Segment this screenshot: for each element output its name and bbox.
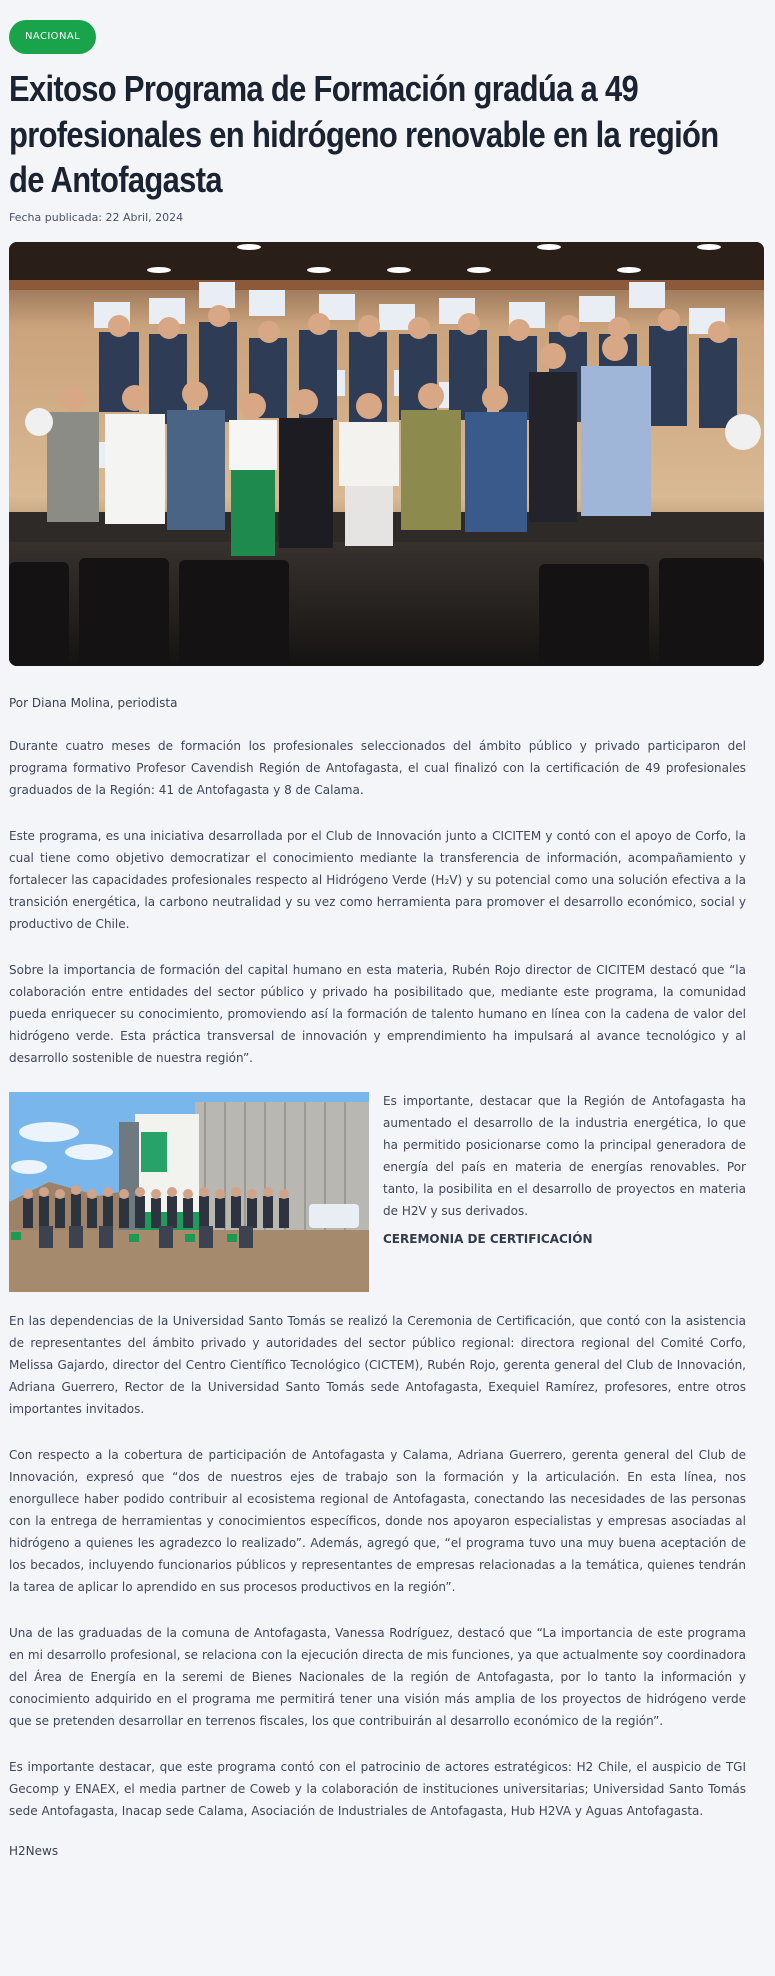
publish-date: Fecha publicada: 22 Abril, 2024	[9, 211, 184, 225]
paragraph: Durante cuatro meses de formación los profesionales seleccionados del ámbito público y privado participaron del programa formativo Profesor Cavendish Región de Antofagasta, el cual finalizó con la certificación de 49 profesionales graduados de la Región: 41 de Antofagasta y 8 de Calama.	[9, 739, 746, 798]
group-photo-outdoor	[9, 1092, 369, 1292]
paragraph: Es importante, destacar que la Región de Antofagasta ha aumentado el desarrollo de la industria energética, lo que ha permitido posicionarse como la principal generadora de energía del país en materia de energías renovables. Por tanto, la posibilita en el desarrollo de proyectos en materia de H2V y sus derivados.	[383, 1094, 746, 1219]
byline: Por Diana Molina, periodista	[9, 696, 178, 711]
photo-text-block	[9, 1090, 746, 1298]
hero-photo-graduates	[9, 242, 764, 666]
category-badge[interactable]: NACIONAL	[9, 20, 96, 54]
paragraph: Este programa, es una iniciativa desarrollada por el Club de Innovación junto a CICITEM y contó con el apoyo de Corfo, la cual tiene como objetivo democratizar el conocimiento mediante la transferencia de información, acompañamiento y fortalecer las capacidades profesionales respecto al Hidrógeno Verde (H₂V) y su potencial como una solución efectiva a la transición energética, la carbono neutralidad y su vez como herramienta para promover el desarrollo económico, social y productivo de Chile.	[9, 829, 746, 932]
article-title: Exitoso Programa de Formación gradúa a 49 profesionales en hidrógeno renovable en la región de Antofagasta	[9, 68, 719, 201]
paragraph: Una de las graduadas de la comuna de Antofagasta, Vanessa Rodríguez, destacó que “La importancia de este programa en mi desarrollo profesional, se relaciona con la ejecución directa de mis funciones, ya que actualmente soy coordinadora del Área de Energía en la seremi de Bienes Nacionales de la región de Antofagasta, por lo tanto la información y conocimiento adquirido en el programa me permitirá tener una visión más amplia de los proyectos de hidrógeno verde que se pretenden desarrollar en terrenos fiscales, los que contribuirán al desarrollo económico de la región”.	[9, 1626, 746, 1729]
section-heading: CEREMONIA DE CERTIFICACIÓN	[383, 1232, 593, 1247]
paragraph: Es importante destacar, que este programa contó con el patrocinio de actores estratégicos: H2 Chile, el auspicio de TGI Gecomp y ENAEX, el media partner de Coweb y la colaboración de instituciones universitarias; Universidad Santo Tomás sede Antofagasta, Inacap sede Calama, Asociación de Industriales de Antofagasta, Hub H2VA y Aguas Antofagasta.	[9, 1760, 746, 1819]
paragraph: Sobre la importancia de formación del capital humano en esta materia, Rubén Rojo director de CICITEM destacó que “la colaboración entre entidades del sector público y privado ha posibilitado que, mediante este programa, la comunidad pueda enriquecer su conocimiento, promoviendo así la formación de talento humano en línea con la cadena de valor del hidrógeno verde. Esta práctica transversal de innovación y emprendimiento ha impulsará al avance tecnológico y al desarrollo sostenible de nuestra región”.	[9, 963, 746, 1066]
source-credit: H2News	[9, 1844, 59, 1859]
paragraph: En las dependencias de la Universidad Santo Tomás se realizó la Ceremonia de Certificación, que contó con la asistencia de representantes del ámbito privado y autoridades del sector público regional: directora regional del Comité Corfo, Melissa Gajardo, director del Centro Científico Tecnológico (CICTEM), Rubén Rojo, gerenta general del Club de Innovación, Adriana Guerrero, Rector de la Universidad Santo Tomás sede Antofagasta, Exequiel Ramírez, profesores, entre otros importantes invitados.	[9, 1314, 746, 1417]
paragraph: Con respecto a la cobertura de participación de Antofagasta y Calama, Adriana Guerrero, gerenta general del Club de Innovación, expresó que “dos de nuestros ejes de trabajo son la formación y la articulación. En esta línea, nos enorgullece haber podido contribuir al ecosistema regional de Antofagasta, conectando las necesidades de las personas con la entrega de herramientas y conocimientos específicos, donde nos apoyaron especialistas y empresas asociadas al hidrógeno a quienes les agradezco lo realizado”. Además, agregó que, “el programa tuvo una muy buena aceptación de los becados, incluyendo funcionarios públicos y representantes de empresas relacionadas a la temática, quienes tendrán la tarea de aplicar lo aprendido en sus procesos productivos en la región”.	[9, 1448, 746, 1595]
